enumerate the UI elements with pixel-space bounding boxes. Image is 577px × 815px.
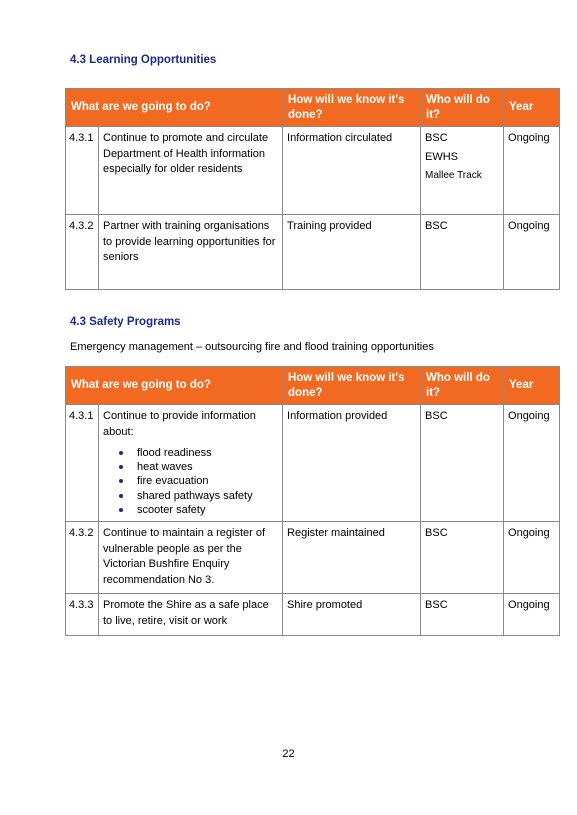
section-heading-safety: 4.3 Safety Programs: [70, 316, 181, 328]
header-how: How will we know it's done?: [283, 367, 421, 405]
header-year: Year: [504, 89, 560, 127]
row-number: 4.3.1: [66, 405, 99, 522]
row-action: Promote the Shire as a safe place to live, retire, visit or work: [99, 594, 283, 636]
list-item: fire evacuation: [137, 474, 278, 488]
row-who: [421, 405, 504, 522]
table-row: [66, 215, 560, 290]
header-how: How will we know it's done?: [283, 89, 421, 127]
row-number: 4.3.1: [66, 127, 99, 215]
row-action: Continue to promote and circulate Department of Health information especially for older residents: [99, 127, 283, 215]
who-item: Mallee Track: [425, 170, 482, 181]
who-item: BSC: [425, 220, 448, 232]
who-item: BSC: [425, 132, 448, 144]
row-number: 4.3.3: [66, 594, 99, 636]
header-who: Who will do it?: [421, 89, 504, 127]
row-who: [421, 594, 504, 636]
row-year: Ongoing: [504, 594, 560, 636]
header-who: Who will do it?: [421, 367, 504, 405]
list-item: heat waves: [137, 460, 278, 474]
safety-programs-table: [65, 366, 560, 636]
row-number: 4.3.2: [66, 522, 99, 594]
who-item: BSC: [425, 599, 448, 612]
row-action-text: Continue to provide information about:: [103, 410, 256, 438]
who-item: BSC: [425, 410, 448, 422]
row-year: Ongoing: [504, 127, 560, 215]
table-row: [66, 522, 560, 594]
list-item: scooter safety: [137, 503, 278, 517]
learning-opportunities-table: [65, 88, 560, 290]
row-who: [421, 127, 504, 215]
list-item: flood readiness: [137, 446, 278, 460]
row-action: [99, 405, 283, 522]
row-measure: Register maintained: [283, 522, 421, 594]
header-what: What are we going to do?: [66, 89, 283, 127]
header-year: Year: [504, 367, 560, 405]
who-item: EWHS: [425, 150, 459, 163]
table-row: [66, 594, 560, 636]
row-measure: Training provided: [283, 215, 421, 290]
row-measure: Information provided: [283, 405, 421, 522]
row-action: Partner with training organisations to provide learning opportunities for seniors: [99, 215, 283, 290]
row-number: 4.3.2: [66, 215, 99, 290]
row-who: [421, 215, 504, 290]
list-item: shared pathways safety: [137, 489, 278, 503]
table-row: [66, 127, 560, 215]
section-intro: Emergency management – outsourcing fire and flood training opportunities: [70, 341, 434, 353]
who-item: BSC: [425, 527, 448, 540]
row-measure: Shire promoted: [283, 594, 421, 636]
table-row: [66, 405, 560, 522]
row-year: Ongoing: [504, 405, 560, 522]
row-measure: Information circulated: [283, 127, 421, 215]
page-number: 22: [282, 748, 295, 760]
row-year: Ongoing: [504, 215, 560, 290]
bullet-list: [103, 446, 278, 517]
header-what: What are we going to do?: [66, 367, 283, 405]
row-who: [421, 522, 504, 594]
section-heading-learning: 4.3 Learning Opportunities: [70, 54, 217, 66]
row-year: Ongoing: [504, 522, 560, 594]
row-action: Continue to maintain a register of vulnerable people as per the Victorian Bushfire Enquiry recommendation No 3.: [99, 522, 283, 594]
